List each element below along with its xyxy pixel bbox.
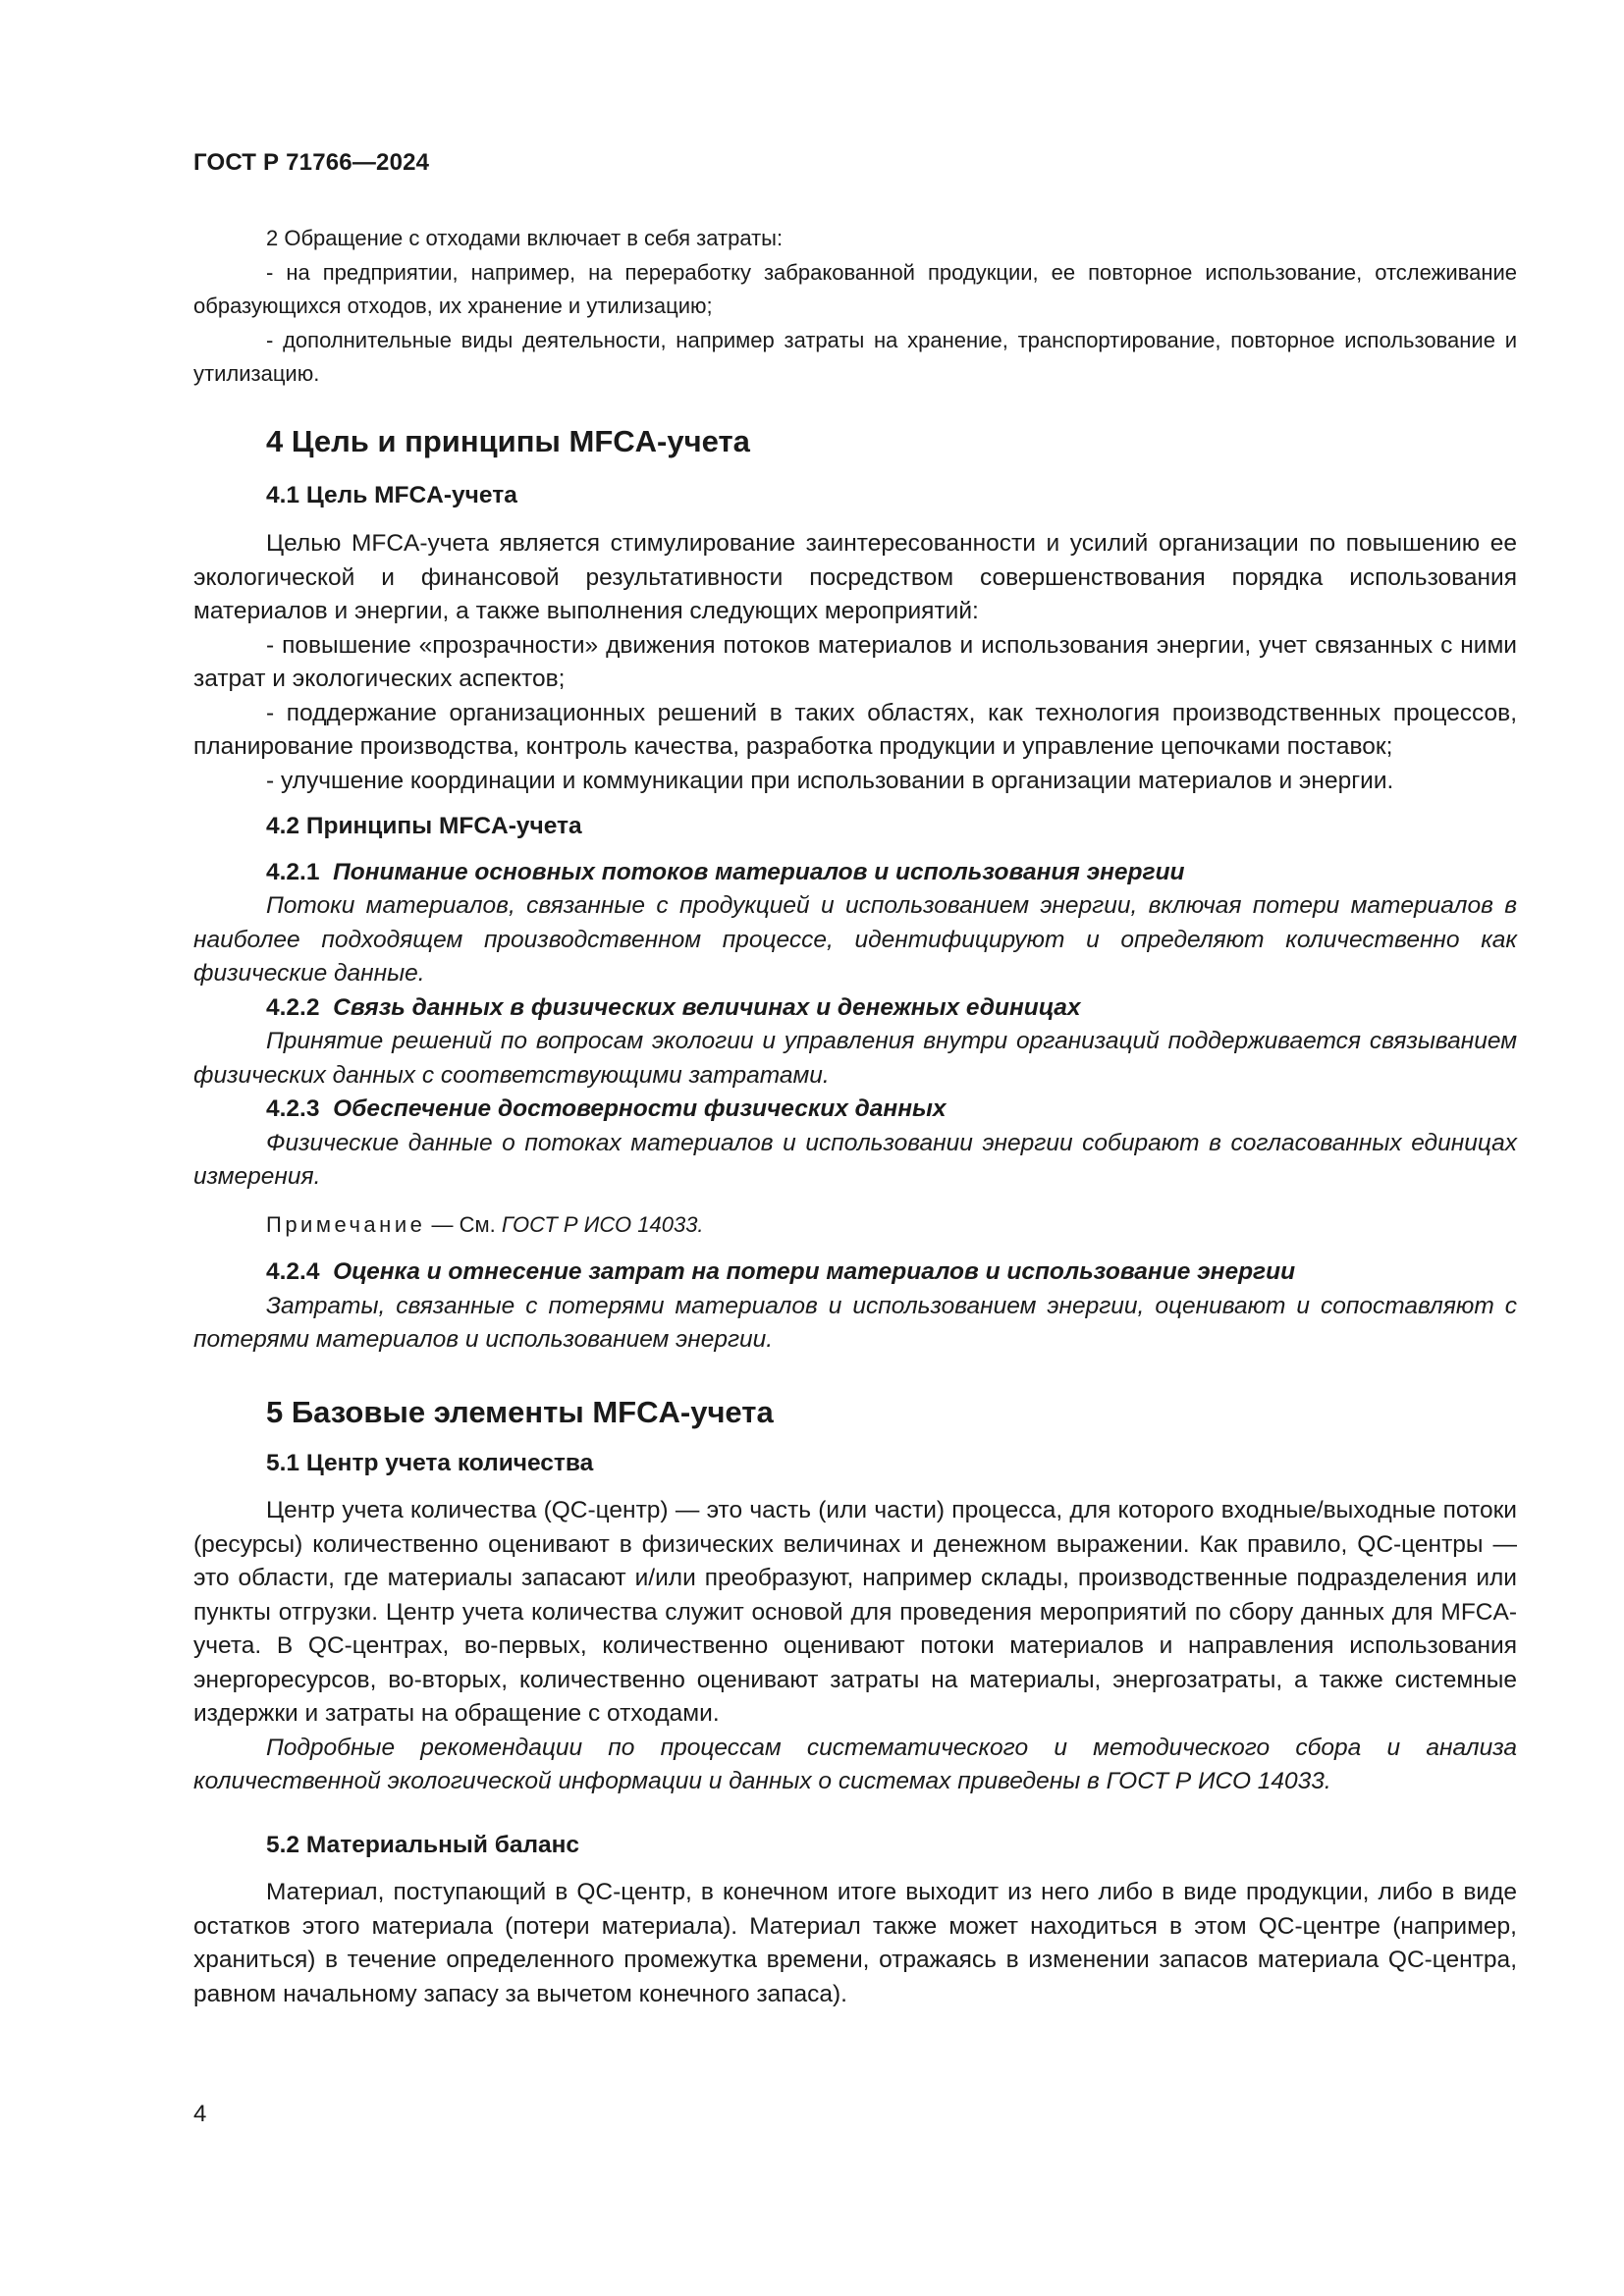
page-number: 4	[193, 2101, 207, 2127]
subsection-4-2-3-heading	[193, 1093, 1517, 1127]
section-5-1-heading: 5.1 Центр учета количества	[266, 1449, 594, 1476]
note-dash: — См.	[425, 1211, 502, 1237]
subsection-number: 4.2.2	[266, 993, 320, 1021]
subsection-number: 4.2.4	[266, 1258, 320, 1285]
subsection-number: 4.2.3	[266, 1095, 320, 1122]
document-header: ГОСТ Р 71766—2024	[193, 149, 430, 176]
subsection-4-2-4-text: Затраты, связанные с потерями материалов и использованием энергии, оценивают и сопоставляют с потерями материалов и использованием энергии.	[193, 1292, 1517, 1353]
section-5-1-paragraph: Центр учета количества (QC-центр) — это часть (или части) процесса, для которого входные/выходные потоки (ресурсы) количественно оценивают в физических величинах и денежном выражении. Как правило, QC-центры — это области, где материалы запасают и/или преобразуют, например склады, производственные подразделения или пункты отгрузки. Центр учета количества служит основой для проведения мероприятий по сбору данных для MFCA-учета. В QC-центрах, во-первых, количественно оценивают потоки материалов и направления использования энергоресурсов, во-вторых, количественно оценивают затраты на материалы, энергозатраты, а также системные издержки и затраты на обращение с отходами.	[193, 1497, 1517, 1727]
subsection-title: Понимание основных потоков материалов и использования энергии	[333, 858, 1185, 885]
section-5-heading: 5 Базовые элементы MFCA-учета	[266, 1394, 774, 1429]
section-4-1-heading: 4.1 Цель MFCA-учета	[266, 481, 517, 508]
subsection-4-2-2-text: Принятие решений по вопросам экологии и управления внутри организаций поддерживается связыванием физических данных с соответствующими затратами.	[193, 1028, 1517, 1089]
subsection-number: 4.2.1	[266, 858, 320, 885]
subsection-title: Оценка и отнесение затрат на потери материалов и использование энергии	[333, 1258, 1296, 1285]
section-4-1-item: - поддержание организационных решений в таких областях, как технология производственных процессов, планирование производства, контроль качества, разработка продукции и управление цепочками поставок;	[193, 699, 1517, 760]
section-4-heading: 4 Цель и принципы MFCA-учета	[266, 423, 750, 458]
intro-note-first: 2 Обращение с отходами включает в себя затраты:	[266, 226, 784, 250]
subsection-4-2-1-text: Потоки материалов, связанные с продукцией и использованием энергии, включая потери материалов в наиболее подходящем производственном процессе, идентифицируют и определяют количественно как физические данные.	[193, 892, 1517, 987]
intro-note-item: - дополнительные виды деятельности, например затраты на хранение, транспортирование, повторное использование и утилизацию.	[193, 327, 1517, 386]
section-4-1-item: - улучшение координации и коммуникации при использовании в организации материалов и энергии.	[266, 767, 1394, 794]
section-4-1-paragraph: Целью MFCA-учета является стимулирование заинтересованности и усилий организации по повышению ее экологической и финансовой результативности посредством совершенствования порядка использования материалов и энергии, а также выполнения следующих мероприятий:	[193, 530, 1517, 624]
note-4-2-3	[193, 1208, 1517, 1243]
section-5-1-recommendation: Подробные рекомендации по процессам систематического и методического сбора и анализа количественной экологической информации и данных о системах приведены в ГОСТ Р ИСО 14033.	[193, 1734, 1517, 1794]
intro-note	[193, 222, 1517, 392]
subsection-4-2-2-heading	[193, 991, 1517, 1026]
subsection-4-2-1-heading	[193, 856, 1517, 890]
section-4-2-heading: 4.2 Принципы MFCA-учета	[266, 813, 582, 839]
subsection-4-2-3-text: Физические данные о потоках материалов и использовании энергии собирают в согласованных единицах измерения.	[193, 1129, 1517, 1190]
intro-note-item: - на предприятии, например, на переработку забракованной продукции, ее повторное использование, отслеживание образующихся отходов, их хранение и утилизацию;	[193, 259, 1517, 318]
subsection-title: Связь данных в физических величинах и денежных единицах	[333, 993, 1081, 1021]
section-5-2-paragraph: Материал, поступающий в QC-центр, в конечном итоге выходит из него либо в виде продукции, либо в виде остатков этого материала (потери материала). Материал также может находиться в этом QC-центре (например, храниться) в течение определенного промежутка времени, отражаясь в изменении запасов материала QC-центра, равном начальному запасу за вычетом конечного запаса).	[193, 1879, 1517, 2007]
page-content	[193, 222, 1517, 2011]
note-reference: ГОСТ Р ИСО 14033.	[501, 1211, 704, 1237]
section-5-2-heading: 5.2 Материальный баланс	[266, 1831, 580, 1858]
section-4-1-item: - повышение «прозрачности» движения потоков материалов и использования энергии, учет связанных с ними затрат и экологических аспектов;	[193, 631, 1517, 692]
note-label: Примечание	[266, 1211, 426, 1237]
subsection-title: Обеспечение достоверности физических данных	[333, 1095, 947, 1122]
subsection-4-2-4-heading	[193, 1255, 1517, 1290]
